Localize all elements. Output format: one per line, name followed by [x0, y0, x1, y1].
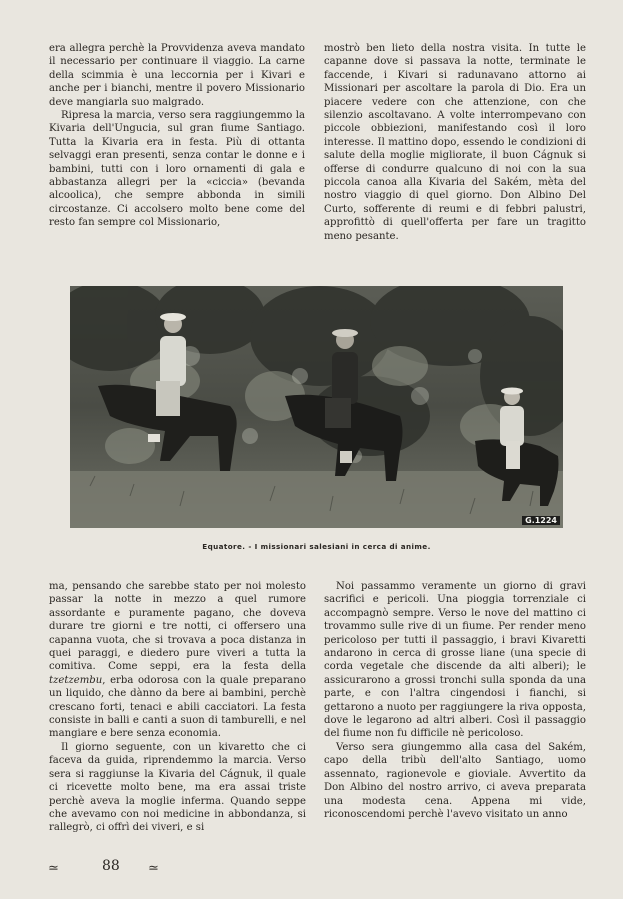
paragraph: Il giorno seguente, con un kivaretto che ci faceva da guida, riprendemmo la marcia. Verso sera si raggiunse la Kivaria del Cágnuk, il quale ci ricevette molto bene, ma era assai triste perchè aveva la moglie inferma. Quando seppe che avevamo con noi medicine in abbondanza, si rallegrò, ci offrì dei viveri, e si — [49, 741, 306, 834]
paragraph: era allegra perchè la Provvidenza aveva mandato il necessario per continuare il viaggio. La carne della scimmia è una leccornia per i Kivari e anche per i bianchi, mentre il povero Missionario deve mangiarla suo malgrado. — [49, 43, 305, 108]
photo-illustration — [70, 286, 563, 528]
figure-caption: Equatore. - I missionari salesiani in cerca di anime. — [202, 542, 431, 551]
italic-term: tzetzembu — [49, 674, 103, 686]
footer-ornament-right: ≃ — [148, 861, 159, 876]
text-column-top-right — [324, 42, 586, 243]
text-run: ma, pensando che sarebbe stato per noi molesto passar la notte in mezzo a quel rumore assordante e puramente pagano, che doveva durare tre giorni e tre notti, ci offersero una capanna vuota, che si trovava a poca distanza in quei paraggi, e diedero pure viveri a tutta la comitiva. Come seppi, era la festa della — [49, 581, 306, 673]
footer-ornament-left: ≃ — [48, 861, 59, 876]
text-column-top-left — [49, 42, 305, 230]
paragraph: Noi passammo veramente un giorno di gravi sacrifici e pericoli. Una pioggia torrenziale ci accompagnò sempre. Verso le nove del mattino ci trovammo sulle rive di un fiume. Per render meno pericoloso per tutti il passaggio, i bravi Kivaretti andarono in cerca di grosse liane (una specie di corda vegetale che discende da alti alberi); le assicurarono a grossi tronchi sulla sponda da una parte, e con l'altra cingendosi i fianchi, si gettarono a nuoto per raggiungere la riva opposta, dove le legarono ad altri alberi. Così il passaggio del fiume non fu difficile nè pericoloso. — [324, 581, 586, 740]
text-column-bottom-right — [324, 580, 586, 821]
paragraph: Verso sera giungemmo alla casa del Sakém, capo della tribù dell'alto Santiago, uomo assennato, ragionevole e gioviale. Avvertito da Don Albino del nostro arrivo, ci aveva preparata una modesta cena. Appena mi vide, riconoscendomi perchè l'avevo visitato un anno — [324, 741, 586, 820]
paragraph: mostrò ben lieto della nostra visita. In tutte le capanne dove si passava la notte, terminate le faccende, i Kivari si radunavano attorno ai Missionari per ascoltare la parola di Dio. Era un piacere vedere con che attenzione, con che silenzio ascoltavano. A volte interrompevano con piccole obbiezioni, manifestando così il loro interesse. Il mattino dopo, essendo le condizioni di salute della moglie migliorate, il buon Cágnuk si offerse di condurre qualcuno di noi con la sua piccola canoa alla Kivaria del Sakém, mèta del nostro viaggio di quel giorno. Don Albino Del Curto, sofferente di reumi e di febbri palustri, approfittò di quell'offerta per fare un tragitto meno pesante. — [324, 43, 586, 242]
page-footer — [48, 858, 178, 876]
photo-code: G.1224 — [522, 516, 560, 525]
missionaries-on-horseback-photo — [70, 286, 563, 528]
page-number: 88 — [102, 858, 120, 874]
text-column-bottom-left — [49, 580, 306, 835]
paragraph — [49, 580, 306, 741]
paragraph: Ripresa la marcia, verso sera raggiungemmo la Kivaria dell'Ungucia, sul gran fiume Santiago. Tutta la Kivaria era in festa. Più di ottanta selvaggi eran presenti, senza contar le donne e i bambini, tutti con i loro ornamenti di gala e abbastanza allegri per la «ciccia» (bevanda alcoolica), che sempre abbonda in simili circostanze. Ci accolsero molto bene come del resto fan sempre col Missionario, — [49, 110, 305, 229]
text-run: , erba odorosa con la quale preparano un liquido, che dànno da bere ai bambini, perchè crescano forti, tenaci e abili cacciatori. La festa consiste in balli e canti a suon di tamburelli, e nel mangiare e bere senza economia. — [49, 674, 306, 740]
